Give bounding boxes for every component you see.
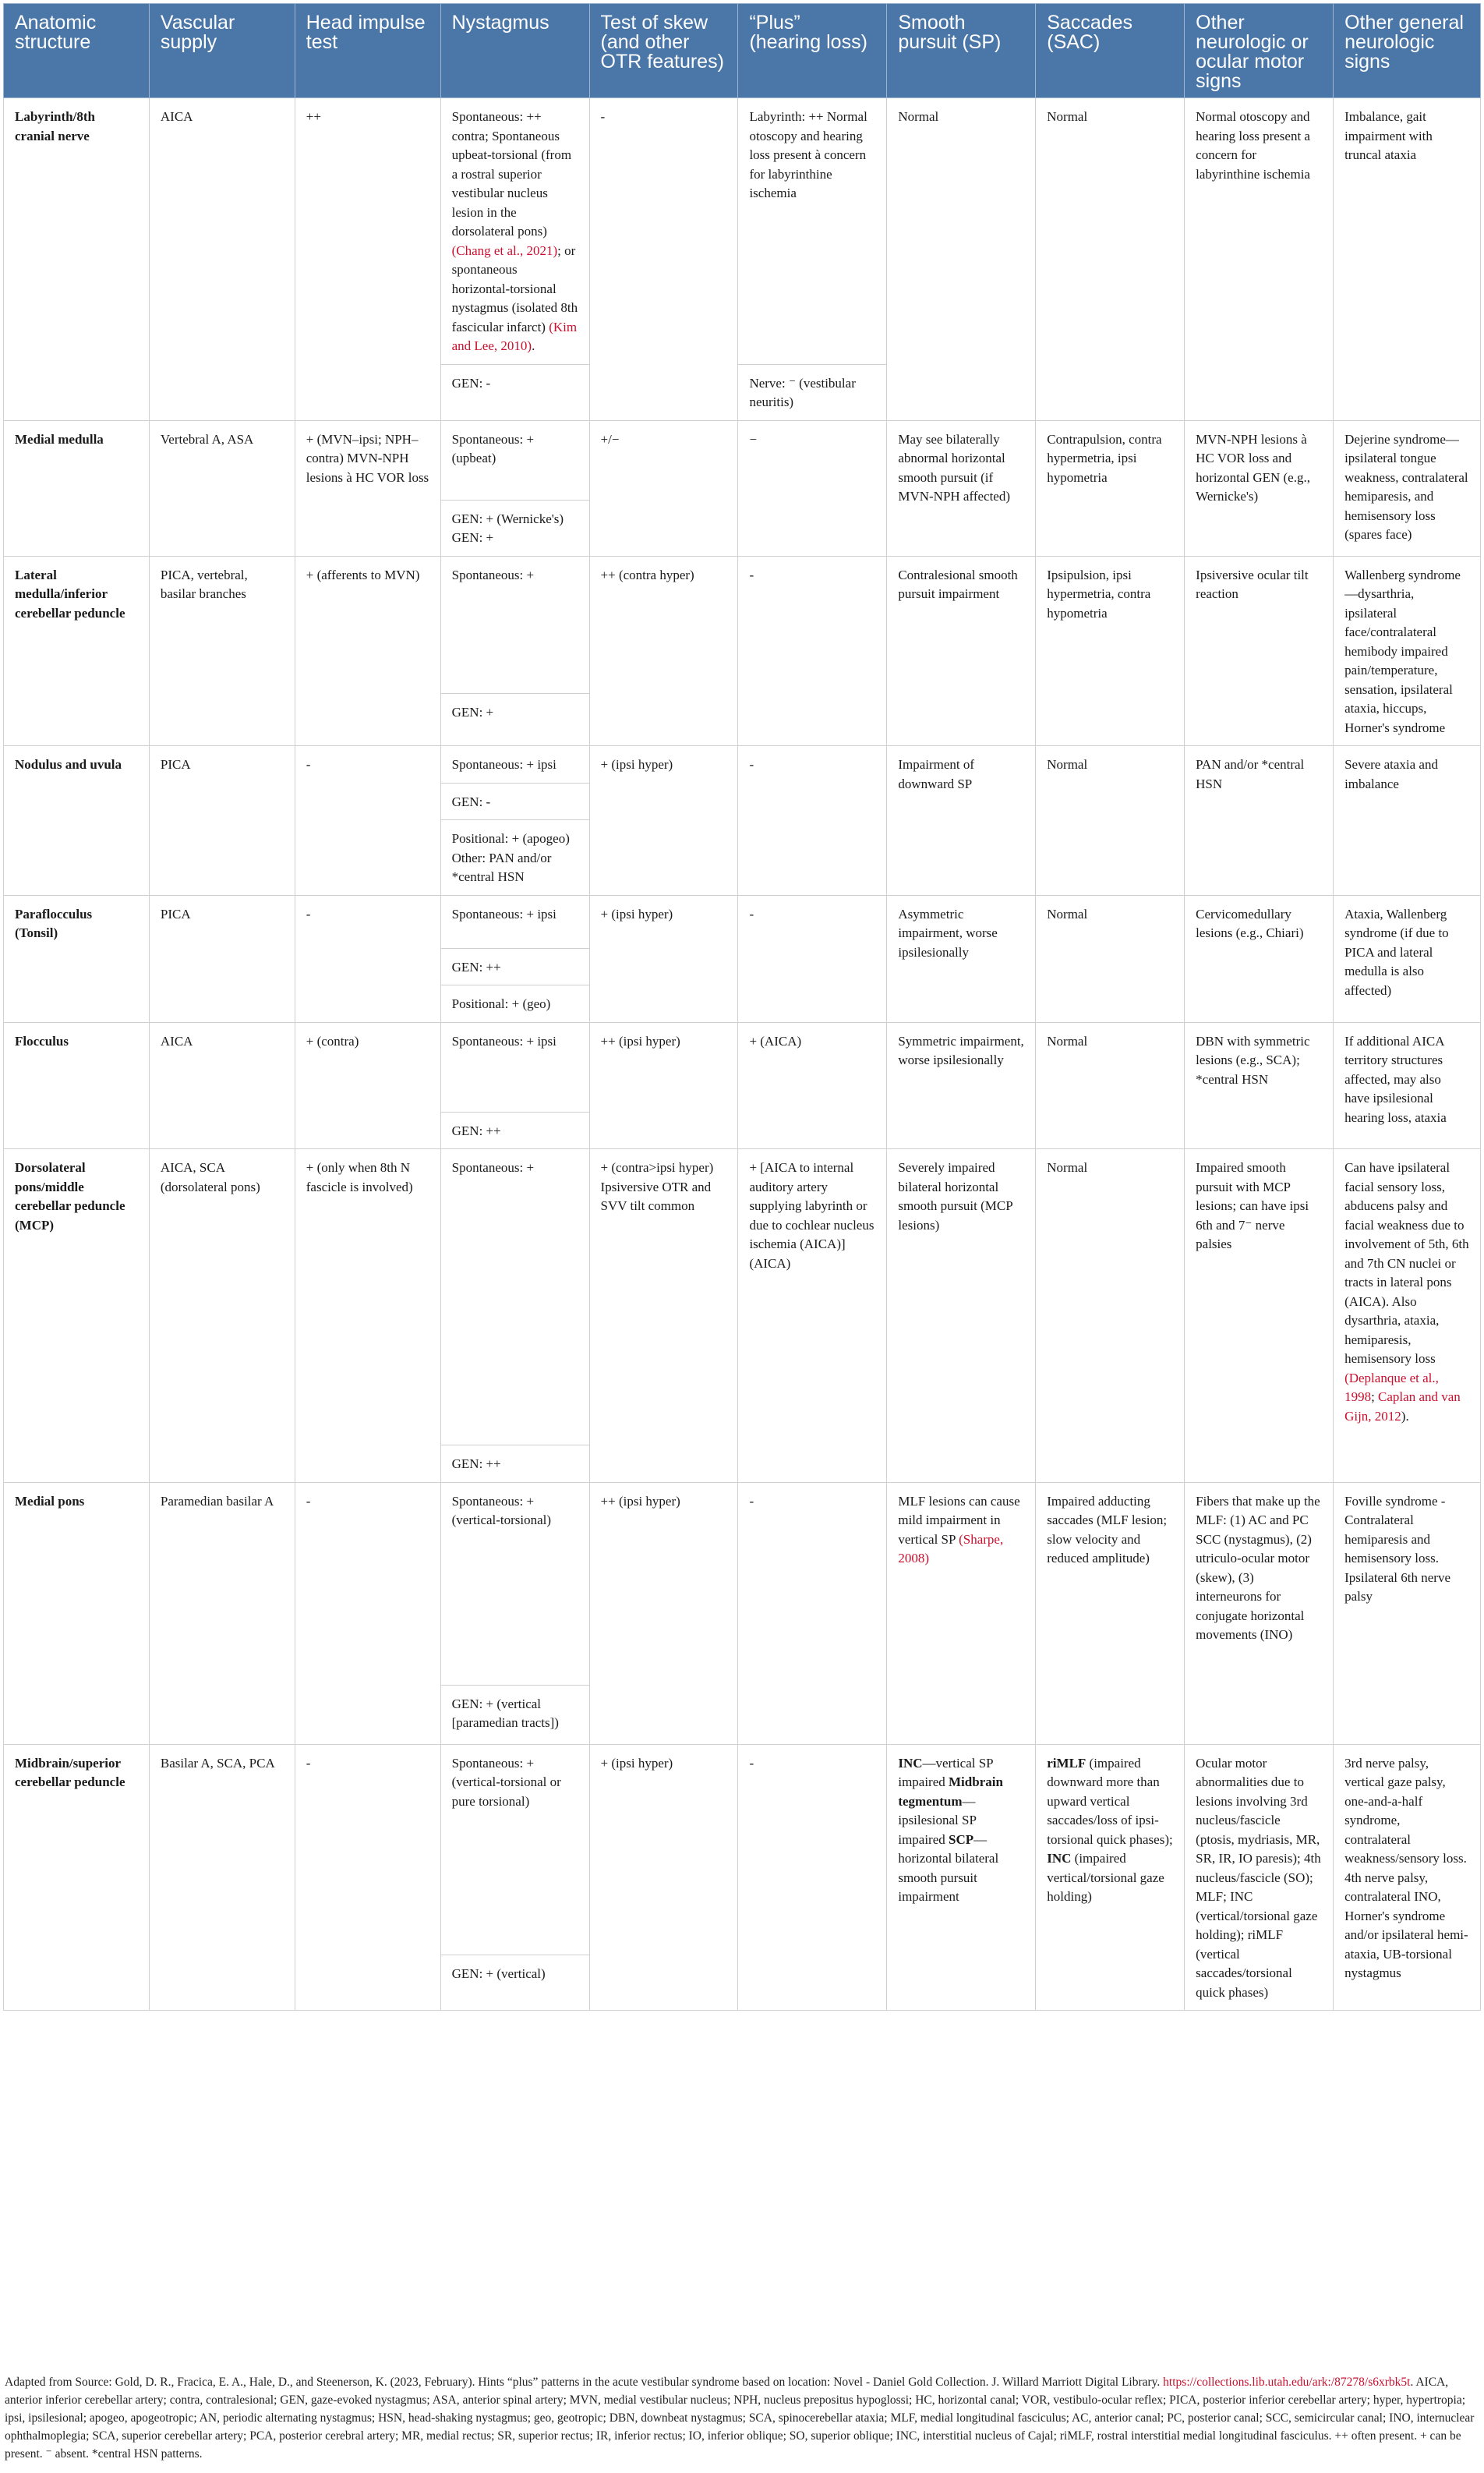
cell-saccades: Normal [1036, 1149, 1185, 1483]
cell-vascular: PICA, vertebral, basilar branches [149, 556, 295, 746]
table-row [4, 1149, 1481, 1445]
cell-skew: ++ (ipsi hyper) [589, 1482, 738, 1744]
col-header-test-of-skew: Test of skew (and other OTR features) [589, 4, 738, 98]
empty-cell [1036, 364, 1185, 420]
cell-plus: − [738, 420, 887, 556]
cell-positional: Positional: + (apogeo) Other: PAN and/or *central HSN [440, 820, 589, 896]
sp-term: Midbrain tegmentum [898, 1774, 1003, 1809]
cell-nystagmus: Spontaneous: + [440, 556, 589, 693]
nystagmus-text: . [532, 338, 535, 353]
col-header-nystagmus: Nystagmus [440, 4, 589, 98]
cell-saccades [1036, 1744, 1185, 2011]
cell-skew: ++ (contra hyper) [589, 556, 738, 746]
hints-plus-table [3, 3, 1481, 2011]
empty-cell [589, 364, 738, 420]
cell-nystagmus: Spontaneous: + (upbeat) [440, 420, 589, 500]
cell-other-ocular: Impaired smooth pursuit with MCP lesions; can have ipsi 6th and 7⁻ nerve palsies [1185, 1149, 1334, 1483]
footnote-text: Adapted from Source: Gold, D. R., Fracica, E. A., Hale, D., and Steenerson, K. (2023, February). Hints “plus” patterns in the acute vestibular syndrome based on location: Novel - Daniel Gold Collection. J. Willard Marriott Digital Library. [5, 2376, 1164, 2389]
cell-skew: ++ (ipsi hyper) [589, 1022, 738, 1149]
cell-hit: + (MVN–ipsi; NPH–contra) MVN-NPH lesions à HC VOR loss [295, 420, 440, 556]
general-text: ; [1371, 1389, 1379, 1404]
sp-term: SCP [949, 1831, 974, 1847]
cell-plus: Labyrinth: ++ Normal otoscopy and hearing loss present à concern for labyrinthine ischemia [738, 98, 887, 365]
cell-other-ocular: Cervicomedullary lesions (e.g., Chiari) [1185, 895, 1334, 1022]
cell-hit: + (afferents to MVN) [295, 556, 440, 746]
cell-smooth-pursuit: Symmetric impairment, worse ipsilesionally [887, 1022, 1036, 1149]
cell-hit: - [295, 895, 440, 1022]
empty-cell [887, 364, 1036, 420]
cell-plus: - [738, 1744, 887, 2011]
empty-cell [4, 364, 150, 420]
sp-text: —horizontal bilateral smooth pursuit impairment [898, 1831, 999, 1904]
cell-hit: - [295, 1482, 440, 1744]
cell-smooth-pursuit: Severely impaired bilateral horizontal smooth pursuit (MCP lesions) [887, 1149, 1036, 1483]
cell-gen: GEN: ++ [440, 1112, 589, 1149]
cell-nystagmus [440, 98, 589, 365]
general-text: ). [1401, 1408, 1409, 1424]
sp-text: MLF lesions can cause mild impairment in vertical SP [898, 1493, 1020, 1547]
cell-vascular: Basilar A, SCA, PCA [149, 1744, 295, 2011]
cell-saccades: Impaired adducting saccades (MLF lesion; slow velocity and reduced amplitude) [1036, 1482, 1185, 1744]
cell-hit: + (contra) [295, 1022, 440, 1149]
col-header-other-general-signs: Other general neurologic signs [1334, 4, 1481, 98]
table-row [4, 895, 1481, 948]
cell-smooth-pursuit: May see bilaterally abnormal horizontal smooth pursuit (if MVN-NPH affected) [887, 420, 1036, 556]
cell-hit: - [295, 1744, 440, 2011]
col-header-plus-hearing-loss: “Plus” (hearing loss) [738, 4, 887, 98]
cell-other-general: Wallenberg syndrome—dysarthria, ipsilateral face/contralateral hemibody impaired pain/temperature, sensation, ipsilateral ataxia, hiccups, Horner's syndrome [1334, 556, 1481, 746]
col-header-head-impulse-test: Head impulse test [295, 4, 440, 98]
cell-other-general: Foville syndrome -Contralateral hemiparesis and hemisensory loss. Ipsilateral 6th nerve palsy [1334, 1482, 1481, 1744]
cell-smooth-pursuit: Impairment of downward SP [887, 746, 1036, 896]
cell-nystagmus: Spontaneous: + ipsi [440, 746, 589, 784]
col-header-vascular-supply: Vascular supply [149, 4, 295, 98]
cell-positional: Positional: + (geo) [440, 985, 589, 1023]
cell-structure: Lateral medulla/inferior cerebellar peduncle [4, 556, 150, 746]
cell-plus: - [738, 556, 887, 746]
reference-link[interactable]: (Deplanque et al., 1998 [1344, 1370, 1439, 1404]
cell-smooth-pursuit [887, 1482, 1036, 1744]
table-row [4, 420, 1481, 500]
cell-plus: - [738, 746, 887, 896]
cell-smooth-pursuit: Asymmetric impairment, worse ipsilesionally [887, 895, 1036, 1022]
cell-smooth-pursuit: Normal [887, 98, 1036, 365]
cell-other-general: 3rd nerve palsy, vertical gaze palsy, one-and-a-half syndrome, contralateral weakness/sensory loss. 4th nerve palsy, contralateral INO, Horner's syndrome and/or ipsilateral hemi-ataxia, UB-torsional nystagmus [1334, 1744, 1481, 2011]
cell-gen: GEN: - [440, 364, 589, 420]
col-header-saccades: Saccades (SAC) [1036, 4, 1185, 98]
source-link[interactable]: https://collections.lib.utah.edu/ark:/87278/s6xrbk5t [1163, 2376, 1411, 2389]
nystagmus-text: ; or spontaneous horizontal-torsional nystagmus (isolated 8th fascicular infarct) [451, 242, 578, 334]
cell-other-ocular: DBN with symmetric lesions (e.g., SCA); *central HSN [1185, 1022, 1334, 1149]
cell-structure: Flocculus [4, 1022, 150, 1149]
cell-plus: + [AICA to internal auditory artery supplying labyrinth or due to cochlear nucleus ischemia (AICA)] (AICA) [738, 1149, 887, 1483]
cell-other-general [1334, 1149, 1481, 1483]
cell-structure: Paraflocculus (Tonsil) [4, 895, 150, 1022]
cell-gen: GEN: + (Wernicke's) GEN: + [440, 500, 589, 556]
cell-skew: +/− [589, 420, 738, 556]
cell-saccades: Normal [1036, 1022, 1185, 1149]
col-header-anatomic-structure: Anatomic structure [4, 4, 150, 98]
cell-other-general: Imbalance, gait impairment with truncal ataxia [1334, 98, 1481, 365]
sp-text: —vertical SP impaired [898, 1755, 994, 1789]
empty-cell [1334, 364, 1481, 420]
cell-plus: + (AICA) [738, 1022, 887, 1149]
cell-other-general: Ataxia, Wallenberg syndrome (if due to PICA and lateral medulla is also affected) [1334, 895, 1481, 1022]
cell-plus-nerve: Nerve: ⁻ (vestibular neuritis) [738, 364, 887, 420]
general-text: Can have ipsilateral facial sensory loss, abducens palsy and facial weakness due to involvement of 5th, 6th and 7th CN nuclei or tracts in lateral pons (AICA). Also dysarthria, ataxia, hemiparesis, hemisensory loss [1344, 1160, 1469, 1366]
reference-link[interactable]: (Chang et al., 2021) [451, 242, 558, 258]
cell-saccades: Normal [1036, 895, 1185, 1022]
cell-saccades: Ipsipulsion, ipsi hypermetria, contra hypometria [1036, 556, 1185, 746]
table-row [4, 746, 1481, 784]
table-row [4, 1744, 1481, 1955]
cell-vascular: Vertebral A, ASA [149, 420, 295, 556]
cell-nystagmus: Spontaneous: + ipsi [440, 895, 589, 948]
reference-link[interactable]: Caplan and van Gijn, 2012 [1344, 1389, 1461, 1424]
empty-cell [149, 364, 295, 420]
sac-term: riMLF [1047, 1755, 1086, 1771]
cell-hit: + (only when 8th N fascicle is involved) [295, 1149, 440, 1483]
cell-plus: - [738, 1482, 887, 1744]
cell-vascular: AICA [149, 1022, 295, 1149]
cell-gen: GEN: + [440, 693, 589, 745]
cell-nystagmus: Spontaneous: + (vertical-torsional or pure torsional) [440, 1744, 589, 1955]
table-row [4, 1482, 1481, 1685]
cell-saccades: Normal [1036, 98, 1185, 365]
cell-gen: GEN: ++ [440, 948, 589, 985]
cell-other-ocular: PAN and/or *central HSN [1185, 746, 1334, 896]
reference-link[interactable]: (Sharpe, 2008) [898, 1531, 1004, 1566]
sac-text: (impaired vertical/torsional gaze holding) [1047, 1851, 1164, 1904]
cell-gen: GEN: ++ [440, 1445, 589, 1483]
cell-other-ocular: Ocular motor abnormalities due to lesions involving 3rd nucleus/fascicle (ptosis, mydriasis, MR, SR, IR, IO paresis); 4th nucleus/fascicle (SO); MLF; INC (vertical/torsional gaze holding); riMLF (vertical saccades/torsional quick phases) [1185, 1744, 1334, 2011]
cell-saccades: Contrapulsion, contra hypermetria, ipsi hypometria [1036, 420, 1185, 556]
footnote-text: . AICA, anterior inferior cerebellar artery; contra, contralesional; GEN, gaze-evoked nystagmus; ASA, anterior spinal artery; MVN, medial vestibular nucleus; NPH, nucleus prepositus hypoglossi; HC, horizontal canal; VOR, vestibulo-ocular reflex; PICA, posterior inferior cerebellar artery; hyper, hypertropia; ipsi, ipsilesional; apogeo, apogeotropic; AN, periodic alternating nystagmus; HSN, head-shaking nystagmus; geo, geotropic; DBN, downbeat nystagmus; SCA, spinocerebellar ataxia; MLF, medial longitudinal fasciculus; AC, anterior canal; PC, posterior canal; SCC, semicircular canal; INO, internuclear ophthalmoplegia; SCA, superior cerebellar artery; PCA, posterior cerebral artery; MR, medial rectus; SR, superior rectus; IR, inferior rectus; IO, inferior oblique; SO, superior oblique; INC, interstitial nucleus of Cajal; riMLF, rostral interstitial medial longitudinal fasciculus. ++ often present. + can be present. ⁻ absent. *central HSN patterns. [5, 2376, 1475, 2461]
cell-plus: - [738, 895, 887, 1022]
cell-vascular: Paramedian basilar A [149, 1482, 295, 1744]
header-row [4, 4, 1481, 98]
cell-hit: - [295, 746, 440, 896]
cell-other-ocular: Fibers that make up the MLF: (1) AC and PC SCC (nystagmus), (2) utriculo-ocular motor (skew), (3) interneurons for conjugate horizontal movements (INO) [1185, 1482, 1334, 1744]
cell-other-general: Severe ataxia and imbalance [1334, 746, 1481, 896]
sp-text: —ipsilesional SP impaired [898, 1793, 977, 1847]
cell-gen: GEN: - [440, 783, 589, 820]
empty-cell [295, 364, 440, 420]
cell-skew: + (ipsi hyper) [589, 1744, 738, 2011]
cell-vascular: AICA, SCA (dorsolateral pons) [149, 1149, 295, 1483]
cell-skew: + (ipsi hyper) [589, 746, 738, 896]
cell-skew: + (ipsi hyper) [589, 895, 738, 1022]
cell-nystagmus: Spontaneous: + ipsi [440, 1022, 589, 1112]
cell-structure: Nodulus and uvula [4, 746, 150, 896]
sp-term: INC [898, 1755, 923, 1771]
cell-gen: GEN: + (vertical) [440, 1955, 589, 2010]
cell-saccades: Normal [1036, 746, 1185, 896]
table-footnote [5, 2373, 1478, 2463]
table-row [4, 556, 1481, 693]
col-header-smooth-pursuit: Smooth pursuit (SP) [887, 4, 1036, 98]
cell-nystagmus: Spontaneous: + (vertical-torsional) [440, 1482, 589, 1685]
cell-vascular: PICA [149, 895, 295, 1022]
table-row [4, 98, 1481, 365]
col-header-other-ocular-signs: Other neurologic or ocular motor signs [1185, 4, 1334, 98]
cell-smooth-pursuit: Contralesional smooth pursuit impairment [887, 556, 1036, 746]
cell-structure: Labyrinth/8th cranial nerve [4, 98, 150, 365]
cell-structure: Medial pons [4, 1482, 150, 1744]
cell-structure: Dorsolateral pons/middle cerebellar peduncle (MCP) [4, 1149, 150, 1483]
cell-other-ocular: Ipsiversive ocular tilt reaction [1185, 556, 1334, 746]
cell-other-general: Dejerine syndrome—ipsilateral tongue weakness, contralateral hemiparesis, and hemisensory loss (spares face) [1334, 420, 1481, 556]
nystagmus-text: Spontaneous: ++ contra; Spontaneous upbeat-torsional (from a rostral superior vestibular nucleus lesion in the dorsolateral pons) [451, 109, 572, 239]
cell-hit: ++ [295, 98, 440, 365]
cell-skew: + (contra>ipsi hyper) Ipsiversive OTR and SVV tilt common [589, 1149, 738, 1483]
sac-text: (impaired downward more than upward vertical saccades/loss of ipsi-torsional quick phases); [1047, 1755, 1173, 1847]
cell-other-ocular: MVN-NPH lesions à HC VOR loss and horizontal GEN (e.g., Wernicke's) [1185, 420, 1334, 556]
cell-vascular: PICA [149, 746, 295, 896]
reference-link[interactable]: (Kim and Lee, 2010) [451, 319, 578, 353]
cell-skew: - [589, 98, 738, 365]
cell-structure: Medial medulla [4, 420, 150, 556]
sac-term: INC [1047, 1851, 1072, 1866]
cell-other-ocular: Normal otoscopy and hearing loss present a concern for labyrinthine ischemia [1185, 98, 1334, 365]
cell-other-general: If additional AICA territory structures affected, may also have ipsilesional hearing loss, ataxia [1334, 1022, 1481, 1149]
empty-cell [1185, 364, 1334, 420]
cell-structure: Midbrain/superior cerebellar peduncle [4, 1744, 150, 2011]
cell-smooth-pursuit [887, 1744, 1036, 2011]
cell-nystagmus: Spontaneous: + [440, 1149, 589, 1445]
cell-gen: GEN: + (vertical [paramedian tracts]) [440, 1685, 589, 1744]
table-row [4, 1022, 1481, 1112]
table-row [4, 364, 1481, 420]
cell-vascular: AICA [149, 98, 295, 365]
